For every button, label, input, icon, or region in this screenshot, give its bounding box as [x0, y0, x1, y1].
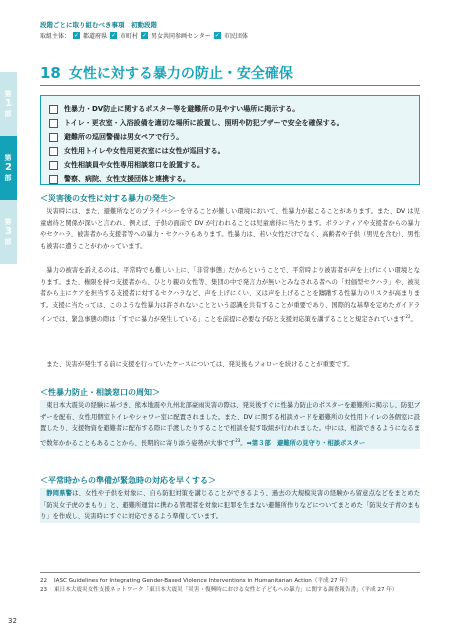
actors-row — [40, 31, 248, 40]
actor-item: 市町村 — [120, 33, 139, 40]
footnote: 23 東日本大震災女性支援ネットワーク「東日本大震災「災害・復興時における女性と子どもへの暴力」に関する調査報告書」（平成 27 年） — [40, 587, 398, 593]
actor-item: 都道府県 — [83, 33, 108, 40]
page-title — [40, 61, 420, 86]
actor-item: 男女共同参画センター — [151, 33, 211, 40]
part-tab-3[interactable]: 第3部 — [0, 200, 17, 264]
page-number: 32 — [8, 617, 17, 625]
paragraph: 暴力の被害を訴えるのは、平常時でも難しい上に、「非常事態」だからということで、平常時より被害者が声を上げにくい環境となります。また、権限を持つ支援者から、ひとり親の女性等、集団の中で発言力が無いとみなされる者への「対価型セクハラ」や、被災者から主にケアを担当する支援者に対するセクハラなど、声を上げにくい、又は声を上げることを躊躇する性暴力のリスクが高まります。支援に当たっては、このような性暴力は許されないことという認識を共有することが重要であり、国際的な基準を定めたガイドラインでは、緊急事態の際は「すでに暴力が発生している」ことを前提に必要な予防と支援対応策を講ずることと規定されています$^{22}$。 — [40, 267, 420, 324]
checklist-item[interactable]: 女性用トイレや女性用更衣室には女性が巡回する。 — [49, 144, 411, 158]
section-title: 女性に対する暴力の防止・安全確保 — [68, 66, 293, 82]
check-icon: ✓ — [111, 32, 117, 39]
part-tab-1[interactable]: 第1部 — [0, 72, 17, 136]
section-number: 18 — [40, 64, 61, 82]
paragraph: また、災害が発生する前に支援を行っていたケースについては、発災後もフォローを続けることが重要です。 — [46, 361, 354, 368]
checklist-item[interactable]: 警察、病院、女性支援団体と連携する。 — [49, 172, 411, 186]
actors-label: 取組主体： — [40, 33, 71, 40]
checkbox-icon[interactable] — [49, 105, 58, 114]
stage-label: 段階ごとに取り組むべき事項 初動段階 — [40, 21, 157, 29]
footnotes — [40, 572, 420, 595]
checkbox-icon[interactable] — [49, 175, 58, 184]
check-icon: ✓ — [214, 32, 220, 39]
checklist-item[interactable]: 女性相談員や女性専用相談窓口を設置する。 — [49, 158, 411, 172]
part-tabs — [0, 72, 17, 264]
checkbox-icon[interactable] — [49, 161, 58, 170]
checkbox-icon[interactable] — [49, 133, 58, 142]
section-heading: ＜性暴力防止・相談窓口の周知＞ — [40, 388, 160, 397]
section-heading: ＜平常時からの準備が緊急時の対応を早くする＞ — [40, 476, 216, 485]
checklist — [40, 95, 420, 185]
checkbox-icon[interactable] — [49, 147, 58, 156]
paragraph: 災害時には、また、避難所などのプライバシーを守ることが難しい環境において、性暴力が起こることがあります。また、DV は児童虐待と関係が深いと言われ、例えば、子供の面前で DV が行われることは児童虐待に当たります。ボランティアや支援者からの暴力やセクハラ、被害者から支援者等への暴力・セクハラもあります。性暴力は、若い女性だけでなく、高齢者や子供（男児を含む）、男性も被害に遭うことがわかっています。 — [40, 208, 420, 250]
paragraph: 静岡県警は、女性や子供を対象に、自ら防犯対策を講じることができるよう、過去の大規模災害の経験から留意点などをまとめた「防災女子虎のまもり」と、避難所運営に携わる管理者を対象に犯罪を生まない避難所作りなどについてまとめた「防災女子青のまもり」を作成し、災害時にすぐに対応できるよう準備しています。 — [40, 488, 420, 523]
checkbox-icon[interactable] — [49, 119, 58, 128]
actor-item: 市民団体 — [223, 33, 248, 40]
section-heading: ＜災害後の女性に対する暴力の発生＞ — [40, 194, 176, 203]
check-icon: ✓ — [74, 32, 80, 39]
part-tab-2[interactable]: 第2部 — [0, 136, 17, 200]
cross-reference-link[interactable]: ➡第３部 避難所の見守り・相談ポスター — [246, 439, 366, 447]
checklist-item[interactable]: 避難所の巡回警備は男女ペアで行う。 — [49, 130, 411, 144]
footnote: 22 IASC Guidelines for Integrating Gender-Based Violence Interventions in Humanitarian Action（平成 27 年） — [40, 578, 351, 584]
checklist-item[interactable]: トイレ・更衣室・入浴設備を適切な場所に設置し、照明や防犯ブザーで安全を確保する。 — [49, 116, 411, 130]
checklist-item[interactable]: 性暴力・DV防止に関するポスター等を避難所の見やすい場所に掲示する。 — [49, 102, 411, 116]
check-icon: ✓ — [142, 32, 148, 39]
paragraph: 東日本大震災の経験に基づき、熊本地震や九州北部豪雨災害の際は、発災後すぐに性暴力防止のポスターを避難所に掲示し、防犯ブザーを配布、女性用個室トイレやシャワー室に配置されました。また、DV に関する相談カードを避難所の女性用トイレの各個室に設置したり、支援物資を避難者に配布する際に手渡したりすることで相談を促す取組が行われました。中には、相談できるようになるまで数年かかることもあることから、長期的に寄り添う姿勢が大事です$^{23}$。➡第３部 避難所の見守り・相談ポスター — [40, 400, 420, 449]
organization-name: 静岡県警 — [46, 490, 73, 497]
